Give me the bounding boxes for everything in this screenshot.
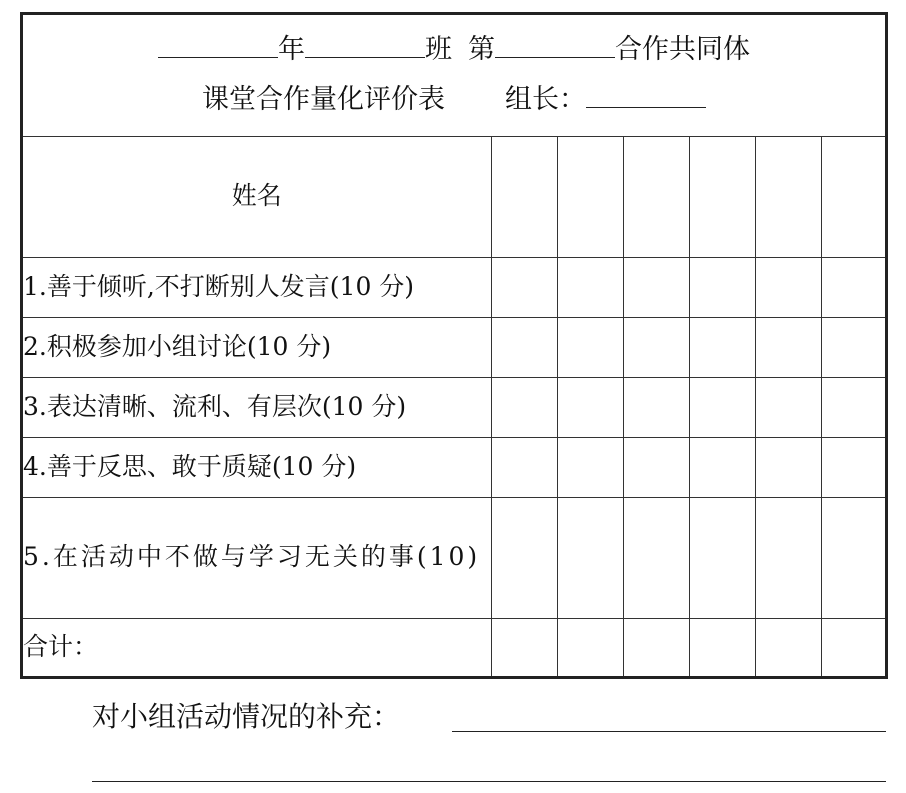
score-cell[interactable] xyxy=(821,377,885,437)
group-label: 合作共同体 xyxy=(615,34,751,66)
score-cell[interactable] xyxy=(623,437,689,497)
group-info-line xyxy=(23,25,885,75)
score-cell[interactable] xyxy=(689,377,755,437)
score-cell[interactable] xyxy=(821,497,885,618)
score-cell[interactable] xyxy=(557,257,623,317)
criterion-label: 4.善于反思、敢于质疑(10 分) xyxy=(23,437,491,497)
criterion-row xyxy=(23,257,885,317)
score-cell[interactable] xyxy=(755,437,821,497)
evaluation-form xyxy=(20,12,888,679)
leader-blank[interactable] xyxy=(586,83,706,108)
score-cell[interactable] xyxy=(821,437,885,497)
criterion-row xyxy=(23,377,885,437)
total-row xyxy=(23,618,885,676)
name-cell[interactable] xyxy=(491,136,557,257)
score-cell[interactable] xyxy=(755,377,821,437)
name-cell[interactable] xyxy=(689,136,755,257)
name-cell[interactable] xyxy=(821,136,885,257)
criterion-label: 3.表达清晰、流利、有层次(10 分) xyxy=(23,377,491,437)
score-cell[interactable] xyxy=(623,497,689,618)
form-header xyxy=(23,15,885,136)
score-cell[interactable] xyxy=(689,257,755,317)
leader-label: 组长： xyxy=(505,84,587,116)
total-cell[interactable] xyxy=(491,618,557,676)
group-number-blank[interactable] xyxy=(495,33,615,58)
year-label: 年 xyxy=(278,34,306,66)
supplement-line-1[interactable] xyxy=(452,731,886,732)
score-cell[interactable] xyxy=(821,257,885,317)
supplement-line-2[interactable] xyxy=(92,781,886,782)
score-cell[interactable] xyxy=(491,377,557,437)
form-title: 课堂合作量化评价表 xyxy=(202,84,446,116)
criterion-label: 1.善于倾听,不打断别人发言(10 分) xyxy=(23,257,491,317)
class-blank[interactable] xyxy=(305,33,425,58)
score-cell[interactable] xyxy=(623,377,689,437)
ordinal-label: 第 xyxy=(468,34,496,66)
evaluation-table xyxy=(23,15,885,676)
total-label: 合计： xyxy=(23,618,491,676)
criterion-row xyxy=(23,437,885,497)
total-cell[interactable] xyxy=(623,618,689,676)
title-line xyxy=(23,75,885,125)
score-cell[interactable] xyxy=(689,317,755,377)
year-blank[interactable] xyxy=(158,33,278,58)
header-row xyxy=(23,15,885,136)
total-cell[interactable] xyxy=(821,618,885,676)
score-cell[interactable] xyxy=(755,257,821,317)
score-cell[interactable] xyxy=(557,377,623,437)
score-cell[interactable] xyxy=(623,257,689,317)
score-cell[interactable] xyxy=(689,437,755,497)
score-cell[interactable] xyxy=(491,317,557,377)
score-cell[interactable] xyxy=(755,497,821,618)
score-cell[interactable] xyxy=(821,317,885,377)
score-cell[interactable] xyxy=(623,317,689,377)
score-cell[interactable] xyxy=(689,497,755,618)
criterion-row xyxy=(23,317,885,377)
total-cell[interactable] xyxy=(689,618,755,676)
score-cell[interactable] xyxy=(557,437,623,497)
name-cell[interactable] xyxy=(557,136,623,257)
score-cell[interactable] xyxy=(491,437,557,497)
score-cell[interactable] xyxy=(491,257,557,317)
criterion-label: 2.积极参加小组讨论(10 分) xyxy=(23,317,491,377)
name-cell[interactable] xyxy=(623,136,689,257)
supplement-label: 对小组活动情况的补充： xyxy=(92,700,401,733)
score-cell[interactable] xyxy=(557,317,623,377)
total-cell[interactable] xyxy=(557,618,623,676)
criterion-row xyxy=(23,497,885,618)
score-cell[interactable] xyxy=(755,317,821,377)
total-cell[interactable] xyxy=(755,618,821,676)
score-cell[interactable] xyxy=(557,497,623,618)
name-cell[interactable] xyxy=(755,136,821,257)
name-header: 姓名 xyxy=(23,136,491,257)
criterion-label: 5.在活动中不做与学习无关的事(10) xyxy=(23,497,491,618)
class-label: 班 xyxy=(425,34,453,66)
score-cell[interactable] xyxy=(491,497,557,618)
name-row xyxy=(23,136,885,257)
